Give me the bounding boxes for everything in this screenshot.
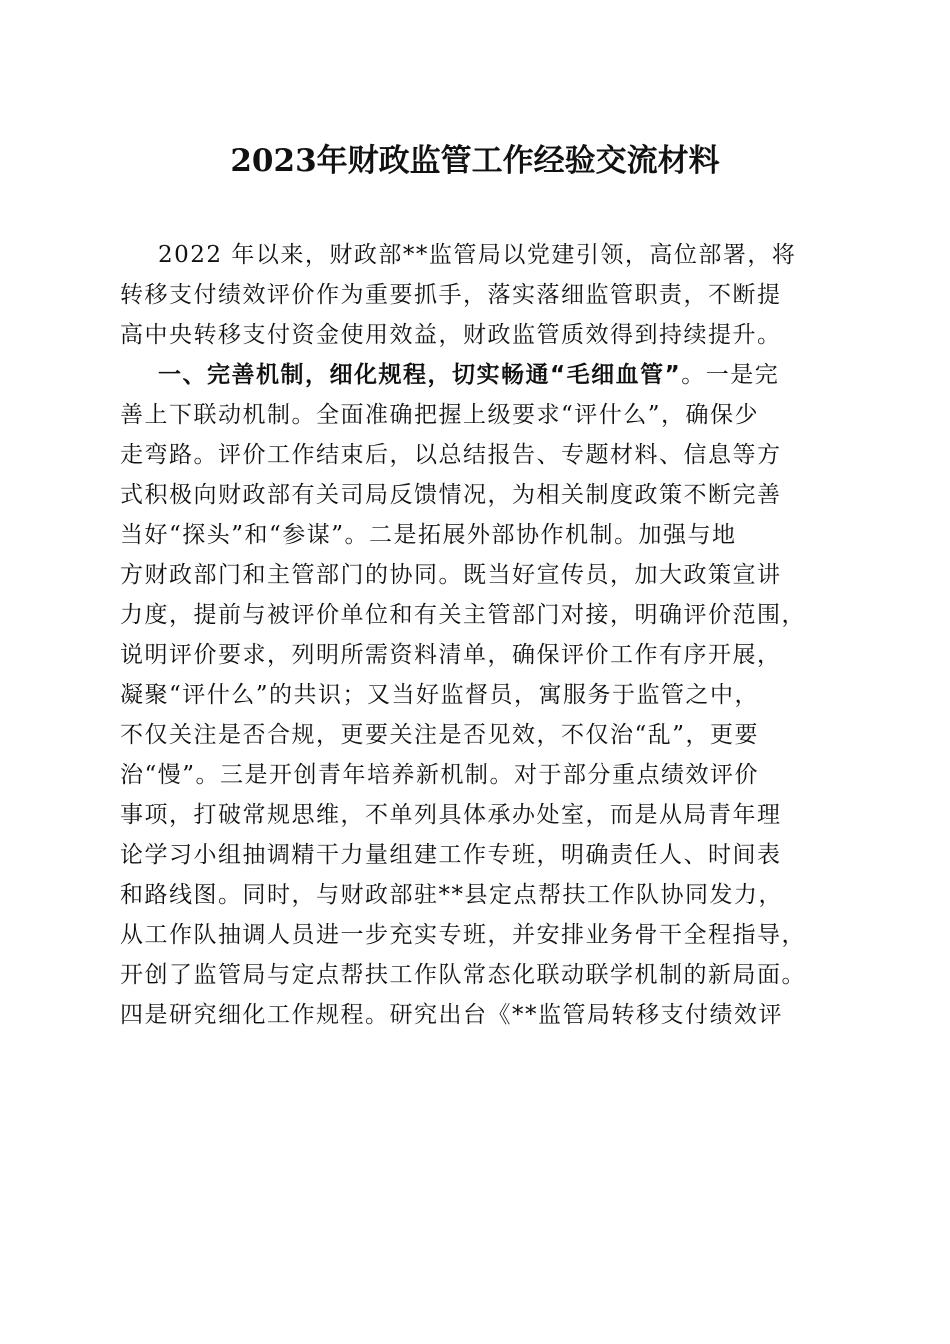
section-line: 凝聚“评什么”的共识；又当好监督员，寓服务于监管之中， xyxy=(120,682,760,708)
section-line: 开创了监管局与定点帮扶工作队常态化联动联学机制的新局面。 xyxy=(120,962,806,988)
intro-line: 高中央转移支付资金使用效益，财政监管质效得到持续提升。 xyxy=(120,322,782,348)
document-title: 2023年财政监管工作经验交流材料 xyxy=(230,143,720,179)
section-line: 善上下联动机制。全面准确把握上级要求“评什么”，确保少 xyxy=(120,402,760,428)
section-line: 走弯路。评价工作结束后，以总结报告、专题材料、信息等方 xyxy=(120,442,782,468)
intro-line: 转移支付绩效评价作为重要抓手，落实落细监管职责，不断提 xyxy=(120,282,782,308)
section-heading: 一、完善机制，细化规程，切实畅通“毛细血管” xyxy=(158,362,682,388)
section-line: 方财政部门和主管部门的协同。既当好宣传员，加大政策宣讲 xyxy=(120,562,782,588)
section-line: 事项，打破常规思维，不单列具体承办处室，而是从局青年理 xyxy=(120,802,782,828)
document-body xyxy=(120,235,832,1035)
section-line: 治“慢”。三是开创青年培养新机制。对于部分重点绩效评价 xyxy=(120,762,760,788)
section-line: 不仅关注是否合规，更要关注是否见效，不仅治“乱”，更要 xyxy=(120,722,760,748)
section-line: 力度，提前与被评价单位和有关主管部门对接，明确评价范围， xyxy=(120,602,806,628)
section-line: 四是研究细化工作规程。研究出台《**监管局转移支付绩效评 xyxy=(120,1002,783,1028)
section-line: 论学习小组抽调精干力量组建工作专班，明确责任人、时间表 xyxy=(120,842,782,868)
section-line: 当好“探头”和“参谋”。二是拓展外部协作机制。加强与地 xyxy=(120,522,737,548)
section-line: 说明评价要求，列明所需资料清单，确保评价工作有序开展， xyxy=(120,642,782,668)
intro-line: 2022 年以来，财政部**监管局以党建引领，高位部署，将 xyxy=(158,242,797,268)
section-first-line xyxy=(120,355,832,395)
section-line: 和路线图。同时，与财政部驻**县定点帮扶工作队协同发力， xyxy=(120,882,783,908)
section-line-rest: 。一是完 xyxy=(681,362,780,388)
section-line: 从工作队抽调人员进一步充实专班，并安排业务骨干全程指导， xyxy=(120,922,806,948)
section-line: 式积极向财政部有关司局反馈情况，为相关制度政策不断完善 xyxy=(120,482,782,508)
